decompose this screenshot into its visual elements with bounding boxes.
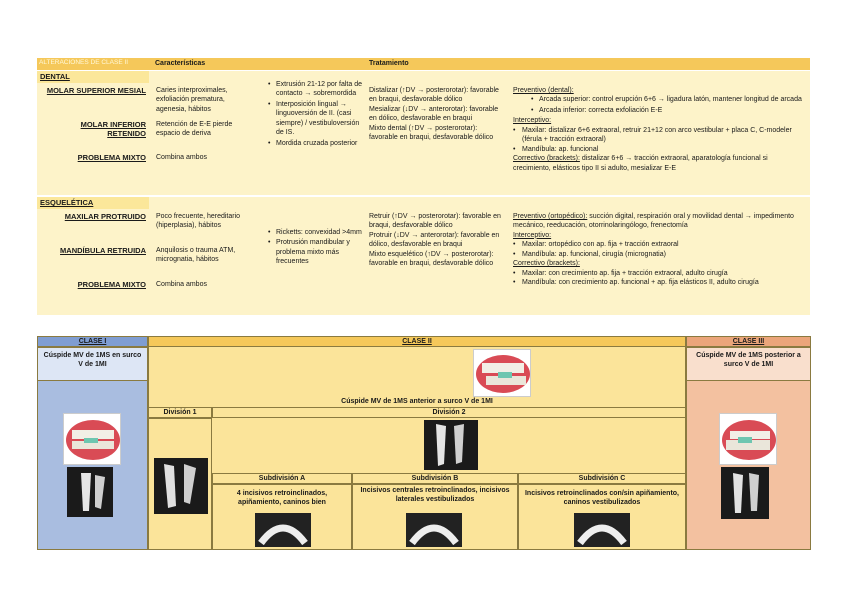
subdivision-a-text: 4 incisivos retroinclinados, apiñamiento, caninos bien xyxy=(236,490,328,507)
list-item: • Interposición lingual → linguoversión de II. (casi siempre) / vestibuloversión de IS. xyxy=(276,100,364,138)
list-item: Mixto esquelético (↑DV → posterorotar): favorable en braqui, desfavorable dólico xyxy=(369,250,494,268)
list-item: • Extrusión 21-12 por falta de contacto → sobremordida xyxy=(276,80,364,99)
table-header-row xyxy=(37,58,810,70)
list-item: Mixto dental (↑DV → posterorotar): favorable en braqui, desfavorable dólico xyxy=(369,124,494,142)
subdivision-a-arch-image xyxy=(255,513,311,547)
dental-treatment-detail xyxy=(513,86,807,173)
list-item: Mesializar (↓DV → anterorotar): favorable en dólico, desfavorable en braqui xyxy=(369,105,499,123)
cell-mandibula-retruida: Anquilosis o trauma ATM, micrognatia, hábitos xyxy=(156,247,236,264)
header-col2: Características xyxy=(155,60,206,67)
subdivision-c-arch-image xyxy=(574,513,630,547)
list-item: • Mordida cruzada posterior xyxy=(276,139,364,148)
interceptive-title: Interceptivo: xyxy=(513,117,552,125)
division2-title: División 2 xyxy=(212,407,686,418)
dental-section-label: DENTAL xyxy=(40,72,70,81)
list-item: Protruir (↓DV → anterorotar): favorable en dólico, desfavorable en braqui xyxy=(369,231,500,249)
skeletal-treatment-detail xyxy=(513,212,807,288)
row-label-problema-mixto-dental: PROBLEMA MIXTO xyxy=(77,153,146,162)
clase1-title: CLASE I xyxy=(37,336,148,347)
row-label-maxilar-protruido: MAXILAR PROTRUIDO xyxy=(64,212,146,221)
clase2-occlusion-photo xyxy=(473,349,531,397)
skeletal-features xyxy=(266,228,364,268)
row-label-mandibula-retruida: MANDÍBULA RETRUIDA xyxy=(60,246,146,255)
list-item: • Ricketts: convexidad >4mm xyxy=(276,228,364,237)
list-item: • Mandíbula: ap. funcional, cirugía (micrognatia) xyxy=(513,250,807,259)
cell-problema-mixto-dental: Combina ambos xyxy=(156,154,207,161)
clase3-xray xyxy=(721,467,769,519)
list-item: Retruir (↑DV → posterorotar): favorable en braqui, desfavorable dólico xyxy=(369,213,501,230)
corrective-title: Correctivo (brackets): xyxy=(513,260,580,268)
cell-maxilar-protruido: Poco frecuente, hereditario (hiperplasia), hábitos xyxy=(156,213,241,230)
list-item: • Protrusión mandibular y problema mixto más frecuentes xyxy=(276,238,364,266)
skeletal-section-label: ESQUELÉTICA xyxy=(40,198,94,207)
corrective-title: Correctivo (brackets): xyxy=(513,155,580,163)
division1-title: División 1 xyxy=(148,407,212,418)
list-item: • Arcada inferior: correcta exfoliación E-E xyxy=(539,106,807,115)
clase3-occlusion-photo xyxy=(719,413,777,465)
list-item: Distalizar (↑DV → posterorotar): favorable en braqui, desfavorable dólico xyxy=(369,87,499,104)
clase1-desc: Cúspide MV de 1MS en surco V de 1MI xyxy=(37,347,148,381)
interceptive-title: Interceptivo: xyxy=(513,231,552,239)
clase2-desc: Cúspide MV de 1MS anterior a surco V de 1MI xyxy=(341,398,493,405)
row-label-molar-superior: MOLAR SUPERIOR MESIAL xyxy=(46,86,146,95)
subdivision-b-text: Incisivos centrales retroinclinados, incisivos laterales vestibulizados xyxy=(360,487,510,504)
preventive-title: Preventivo (dental): xyxy=(513,87,574,94)
header-col3: Tratamiento xyxy=(369,60,409,67)
dental-treatment xyxy=(369,86,505,143)
row-label-molar-inferior: MOLAR INFERIOR RETENIDO xyxy=(80,120,146,138)
preventive-title: Preventivo (ortopédico): xyxy=(513,213,588,220)
row-label-problema-mixto-esqueletico: PROBLEMA MIXTO xyxy=(77,280,146,289)
skeletal-treatment xyxy=(369,212,505,269)
clase3-title: CLASE III xyxy=(686,336,811,347)
corrective-text: distalizar 6+6 → tracción extraoral, aparatología funcional si crecimiento, elásticos tipo II si adulto, mesializar E-E xyxy=(513,155,768,172)
list-item: • Mandíbula: ap. funcional xyxy=(513,145,807,154)
subdivision-b-arch-image xyxy=(406,513,462,547)
clase2-title: CLASE II xyxy=(148,336,686,347)
subdivision-c-title: Subdivisión C xyxy=(518,473,686,484)
cell-molar-superior: Caries interproximales, exfoliación prematura, agenesia, hábitos xyxy=(156,87,228,113)
list-item: • Maxilar: con crecimiento ap. fija + tracción extraoral, adulto cirugía xyxy=(513,269,807,278)
clase1-occlusion-photo xyxy=(63,413,121,465)
list-item: • Arcada superior: control erupción 6+6 → ligadura latón, mantener longitud de arcada xyxy=(539,95,807,104)
header-col1: ALTERACIONES DE CLASE II xyxy=(39,59,129,66)
subdivision-c-text: Incisivos retroinclinados con/sin apiñamiento, caninos vestibulizados xyxy=(524,490,680,507)
list-item: • Maxilar: ortopédico con ap. fija + tracción extraoral xyxy=(513,240,807,249)
list-item: • Mandíbula: con crecimiento ap. funcional + ap. fija elásticos II, adulto cirugía xyxy=(513,278,807,287)
cell-molar-inferior: Retención de E-E pierde espacio de deriva xyxy=(156,121,233,138)
subdivision-b-title: Subdivisión B xyxy=(352,473,518,484)
cell-problema-mixto-esqueletico: Combina ambos xyxy=(156,281,207,288)
dental-features xyxy=(266,80,364,149)
clase3-desc: Cúspide MV de 1MS posterior a surco V de 1MI xyxy=(686,347,811,381)
subdivision-a-title: Subdivisión A xyxy=(212,473,352,484)
preventive-text: succión digital, respiración oral y movilidad dental → impedimento mecánico, reeducación, otorrinolaringólogo, frenectomía xyxy=(513,213,794,230)
division2-xray xyxy=(424,420,478,470)
clase1-xray xyxy=(67,467,113,517)
list-item: • Maxilar: distalizar 6+6 extraoral, retruir 21+12 con arco vestibular + placa C, C-modeler (férula + tracción extraoral) xyxy=(513,126,807,145)
division1-xray xyxy=(154,458,208,514)
